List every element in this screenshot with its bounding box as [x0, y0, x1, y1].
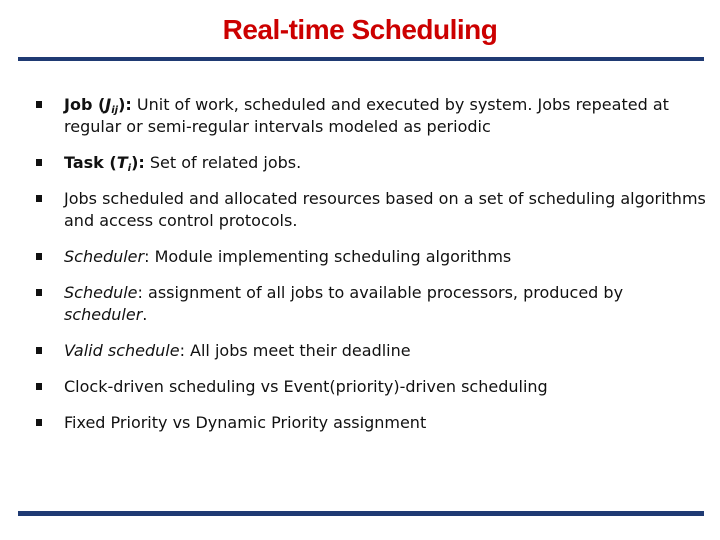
valid-schedule-term: Valid schedule [64, 341, 180, 360]
square-bullet-icon [36, 195, 42, 202]
job-term: Job $(J_{ij})$: [64, 95, 132, 116]
square-bullet-icon [36, 289, 42, 296]
square-bullet-icon [36, 383, 42, 390]
task-term: Task $(T_i)$: [64, 153, 145, 174]
bullet-task [36, 152, 708, 174]
bullet-schedule [36, 282, 708, 326]
bullet-priority-assignment [36, 412, 708, 434]
square-bullet-icon [36, 101, 42, 108]
job-definition: Unit of work, scheduled and executed by system. Jobs repeated at regular or semi-regular intervals modeled as periodic [64, 95, 669, 136]
bullet-clock-vs-event [36, 376, 708, 398]
schedule-term: Schedule [64, 283, 138, 302]
schedule-definition: : assignment of all jobs to available processors, produced by [137, 283, 624, 302]
scheduler-term: Scheduler [64, 247, 145, 266]
period: . [142, 305, 148, 324]
scheduler-ref: scheduler [64, 305, 143, 324]
bullet-valid-schedule [36, 340, 708, 362]
bullet-scheduler [36, 246, 708, 268]
valid-schedule-definition: : All jobs meet their deadline [179, 341, 411, 360]
resources-text: Jobs scheduled and allocated resources based on a set of scheduling algorithms and access control protocols. [64, 189, 706, 230]
footer-divider [18, 511, 704, 516]
bullet-list [36, 94, 708, 448]
title-divider [18, 57, 704, 61]
task-definition: Set of related jobs. [144, 153, 302, 172]
square-bullet-icon [36, 347, 42, 354]
slide-title: Real-time Scheduling [222, 14, 498, 45]
bullet-resources [36, 188, 708, 232]
scheduler-definition: : Module implementing scheduling algorithms [144, 247, 512, 266]
square-bullet-icon [36, 419, 42, 426]
bullet-job [36, 94, 708, 138]
square-bullet-icon [36, 253, 42, 260]
priority-assignment-text: Fixed Priority vs Dynamic Priority assignment [64, 413, 427, 432]
square-bullet-icon [36, 159, 42, 166]
clock-vs-event-text: Clock-driven scheduling vs Event(priority)-driven scheduling [64, 377, 548, 396]
